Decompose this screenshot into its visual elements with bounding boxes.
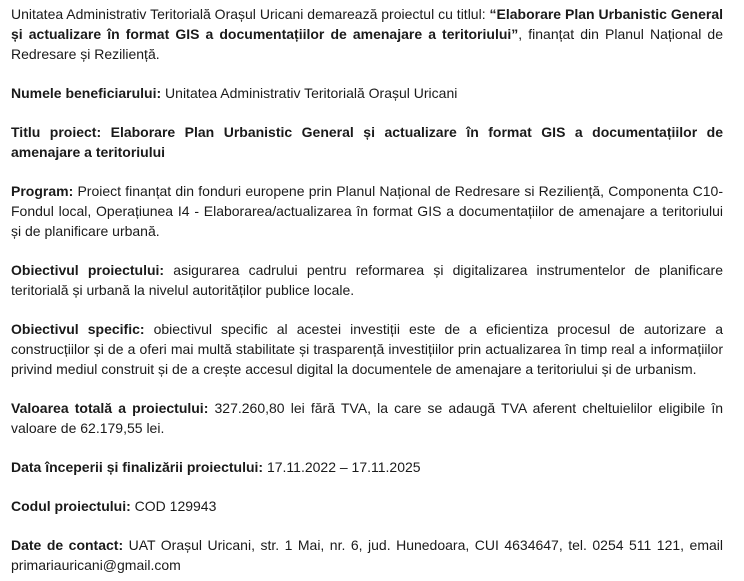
intro-paragraph — [11, 4, 723, 64]
project-title-quote: “Elaborare Plan Urbanistic General și actualizare în format GIS a documentațiilor de amenajare a teritoriului” — [11, 6, 723, 42]
project-code-label: Codul proiectului: — [11, 498, 131, 514]
dates-paragraph — [11, 457, 723, 477]
beneficiary-label: Numele beneficiarului: — [11, 85, 162, 101]
program-label: Program: — [11, 183, 74, 199]
total-value-paragraph — [11, 398, 723, 438]
contact-paragraph — [11, 535, 723, 575]
program-paragraph — [11, 181, 723, 241]
beneficiary-paragraph — [11, 83, 723, 103]
project-title-label: Titlu proiect: Elaborare Plan Urbanistic General și actualizare în format GIS a documentațiilor de amenajare a teritoriului — [11, 124, 723, 160]
project-code-paragraph — [11, 496, 723, 516]
intro-text: Unitatea Administrativ Teritorială Orașul Uricani demarează proiectul cu titlul: — [11, 6, 490, 22]
document-body — [11, 4, 723, 575]
specific-objective-paragraph — [11, 319, 723, 379]
specific-objective-label: Obiectivul specific: — [11, 321, 145, 337]
total-value-label: Valoarea totală a proiectului: — [11, 400, 209, 416]
objective-value: asigurarea cadrului pentru reformarea și digitalizarea instrumentelor de planificare teritorială și urbană la nivelul autorităților publice locale. — [11, 262, 723, 298]
project-code-value: COD 129943 — [130, 498, 217, 514]
beneficiary-value: Unitatea Administrativ Teritorială Orașul Uricani — [161, 85, 458, 101]
total-value-value: 327.260,80 lei fără TVA, la care se adaugă TVA aferent cheltuielilor eligibile în valoare de 62.179,55 lei. — [11, 400, 723, 436]
specific-objective-value: obiectivul specific al acestei investiții este de a eficientiza procesul de autorizare a construcțiilor și de a oferi mai multă stabilitate și trasparență investițiilor prin actualizarea în timp real a informațiilor privind mediul construit și de a crește accesul digital la documentele de amenajare a teritoriului și de urbanism. — [11, 321, 723, 377]
contact-label: Date de contact: — [11, 537, 124, 553]
objective-label: Obiectivul proiectului: — [11, 262, 165, 278]
dates-value: 17.11.2022 – 17.11.2025 — [263, 459, 421, 475]
contact-value: UAT Orașul Uricani, str. 1 Mai, nr. 6, jud. Hunedoara, CUI 4634647, tel. 0254 511 121, email primariauricani@gmail.com — [11, 537, 723, 573]
objective-paragraph — [11, 260, 723, 300]
project-title-paragraph — [11, 122, 723, 162]
intro-funding-text: , finanțat din Planul Național de Redresare și Reziliență. — [11, 26, 723, 62]
dates-label: Data începerii și finalizării proiectului: — [11, 459, 264, 475]
program-value: Proiect finanțat din fonduri europene prin Planul Național de Redresare si Reziliență, Componenta C10-Fondul local, Operațiunea I4 - Elaborarea/actualizarea în format GIS a documentațiilor de amenajare a teritoriului și de planificare urbană. — [11, 183, 723, 239]
